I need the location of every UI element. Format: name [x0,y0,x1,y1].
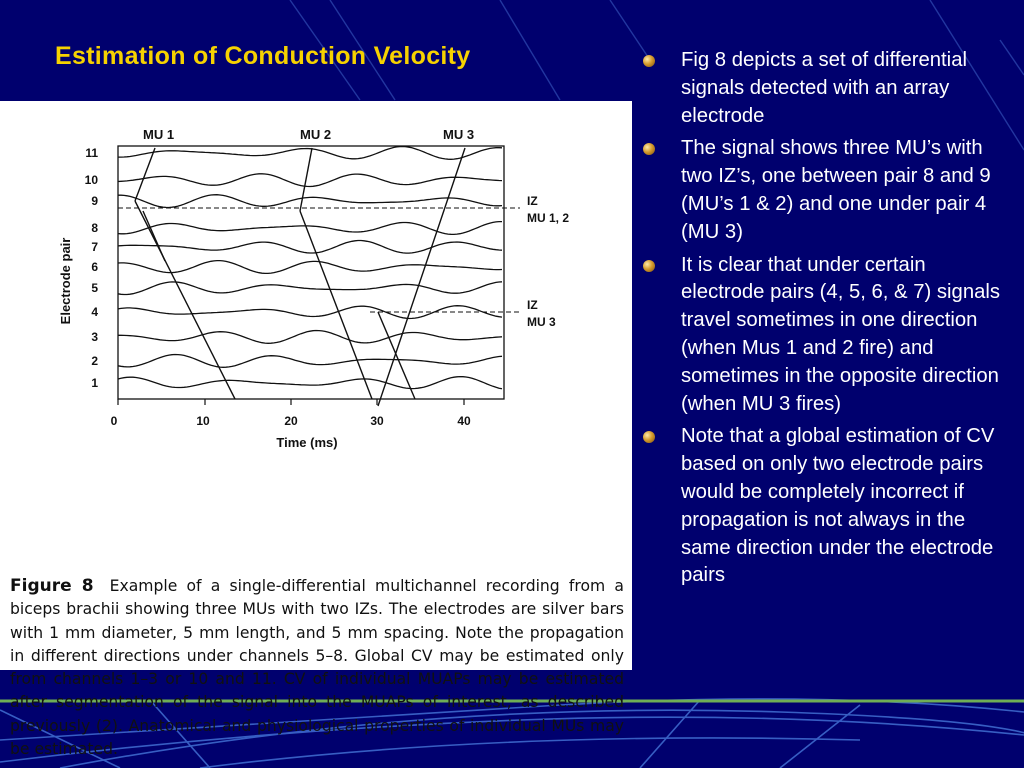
iz-label: MU 1, 2 [527,211,570,225]
trace-label: 1 [91,376,98,390]
bullet-list [642,47,1014,595]
propagation-line [135,148,155,201]
trace-label: 9 [91,194,98,208]
emg-chart [0,101,632,473]
iz-label: IZ [527,298,538,312]
trace-label: 11 [85,146,98,160]
bullet-icon [643,55,655,67]
emg-trace [118,377,502,389]
x-tick-label: 0 [110,414,118,428]
mu-label: MU 2 [300,127,332,142]
slide-title: Estimation of Conduction Velocity [55,42,471,70]
bullet-icon [643,431,655,443]
x-tick-label: 30 [370,414,384,428]
propagation-line [300,211,372,399]
emg-trace [118,241,502,254]
bullet-icon [643,143,655,155]
figure-caption [10,575,624,761]
trace-label: 4 [91,305,98,319]
emg-trace [118,261,502,274]
trace-label: 7 [91,240,98,254]
emg-trace [118,331,502,344]
bullet-item: The signal shows three MU’s with two IZ’s, one between pair 8 and 9 (MU’s 1 & 2) and one under pair 4 (MU 3) [642,135,1014,246]
trace-label: 5 [91,281,98,295]
figure-caption-label: Figure 8 [10,576,94,596]
bullet-item: Note that a global estimation of CV based on only two electrode pairs would be completely incorrect if propagation is not always in the same direction under the electrode pairs [642,423,1014,590]
trace-label: 2 [91,354,98,368]
trace-label: 6 [91,260,98,274]
x-tick-label: 20 [284,414,298,428]
trace-label: 8 [91,221,98,235]
x-tick-label: 40 [457,414,471,428]
iz-label: IZ [527,194,538,208]
propagation-line [143,211,165,261]
mu-label: MU 1 [143,127,175,142]
propagation-line [300,148,312,211]
bullet-item: It is clear that under certain electrode pairs (4, 5, 6, & 7) signals travel sometimes in one direction (when Mus 1 and 2 fire) and sometimes in the opposite direction (when MU 3 fires) [642,252,1014,419]
propagation-line [378,148,465,406]
figure-panel [0,101,632,759]
emg-trace [118,282,502,295]
bullet-icon [643,260,655,272]
mu-label: MU 3 [443,127,475,142]
x-axis-label: Time (ms) [276,435,338,450]
emg-trace [118,222,502,235]
iz-label: MU 3 [527,315,556,329]
y-axis-label: Electrode pair [58,237,73,325]
emg-trace [118,355,502,368]
figure-caption-text: Example of a single-differential multichannel recording from a biceps brachii showing three MUs with two IZs. The electrodes are silver bars with 1 mm diameter, 5 mm length, and 5 mm spacing. Note the propagation in different directions under channels 5–8. Global CV may be estimated only from channels 1–3 or 10 and 11. CV of individual MUAPs may be estimated after segmentation of the signal into the MUAPs of interest, as described previously (2). Anatomical and physiological properties of individual MUs may be estimated. [10,577,624,759]
emg-trace [118,174,502,187]
emg-trace [118,195,502,208]
x-tick-label: 10 [196,414,210,428]
trace-label: 3 [91,330,98,344]
bullet-item: Fig 8 depicts a set of differential signals detected with an array electrode [642,47,1014,130]
trace-label: 10 [84,173,98,187]
